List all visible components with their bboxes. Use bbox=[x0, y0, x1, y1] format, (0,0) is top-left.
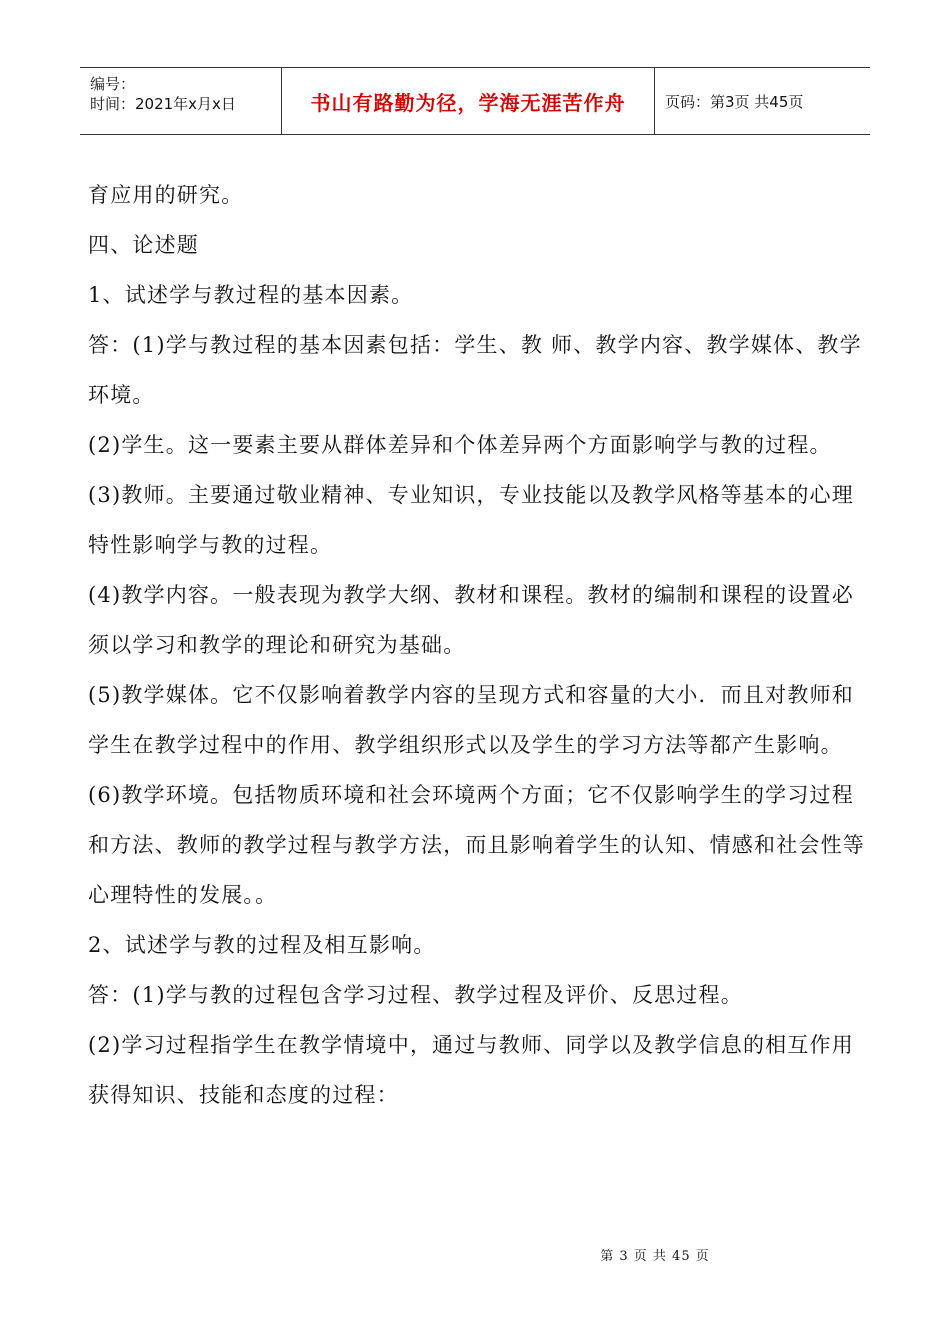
page-footer: 第 3 页 共 45 页 bbox=[600, 1249, 710, 1264]
paragraph: 育应用的研究。 bbox=[88, 183, 244, 207]
paragraph: (6)教学环境。包括物质环境和社会环境两个方面；它不仅影响学生的学习过程和方法、教师的教学过程与教学方法，而且影响着学生的认知、情感和社会性等心理特性的发展。。 bbox=[88, 783, 865, 907]
question: 2、试述学与教的过程及相互影响。 bbox=[88, 933, 436, 957]
header-motto: 书山有路勤为径，学海无涯苦作舟 bbox=[282, 68, 655, 134]
question: 1、试述学与教过程的基本因素。 bbox=[88, 283, 414, 307]
paragraph: (2)学习过程指学生在教学情境中，通过与教师、同学以及教学信息的相互作用获得知识、技能和态度的过程： bbox=[88, 1033, 854, 1107]
document-number-label: 编号： bbox=[90, 75, 136, 93]
paragraph: 答：(1)学与教的过程包含学习过程、教学过程及评价、反思过程。 bbox=[88, 983, 743, 1007]
document-date-label: 时间：2021年x月x日 bbox=[90, 95, 236, 113]
paragraph: (2)学生。这一要素主要从群体差异和个体差异两个方面影响学与教的过程。 bbox=[88, 433, 832, 457]
section-heading: 四、论述题 bbox=[88, 233, 199, 257]
header-page-number: 页码：第3页 共45页 bbox=[665, 92, 804, 111]
paragraph: 答：(1)学与教过程的基本因素包括：学生、教 师、教学内容、教学媒体、教学环境。 bbox=[88, 333, 862, 407]
paragraph: (5)教学媒体。它不仅影响着教学内容的呈现方式和容量的大小．而且对教师和学生在教学过程中的作用、教学组织形式以及学生的学习方法等都产生影响。 bbox=[88, 683, 854, 757]
document-body bbox=[88, 170, 868, 1120]
paragraph: (3)教师。主要通过敬业精神、专业知识，专业技能以及教学风格等基本的心理特性影响学与教的过程。 bbox=[88, 483, 854, 557]
header-meta bbox=[80, 68, 282, 134]
paragraph: (4)教学内容。一般表现为教学大纲、教材和课程。教材的编制和课程的设置必须以学习和教学的理论和研究为基础。 bbox=[88, 583, 854, 657]
page-header bbox=[80, 67, 870, 135]
